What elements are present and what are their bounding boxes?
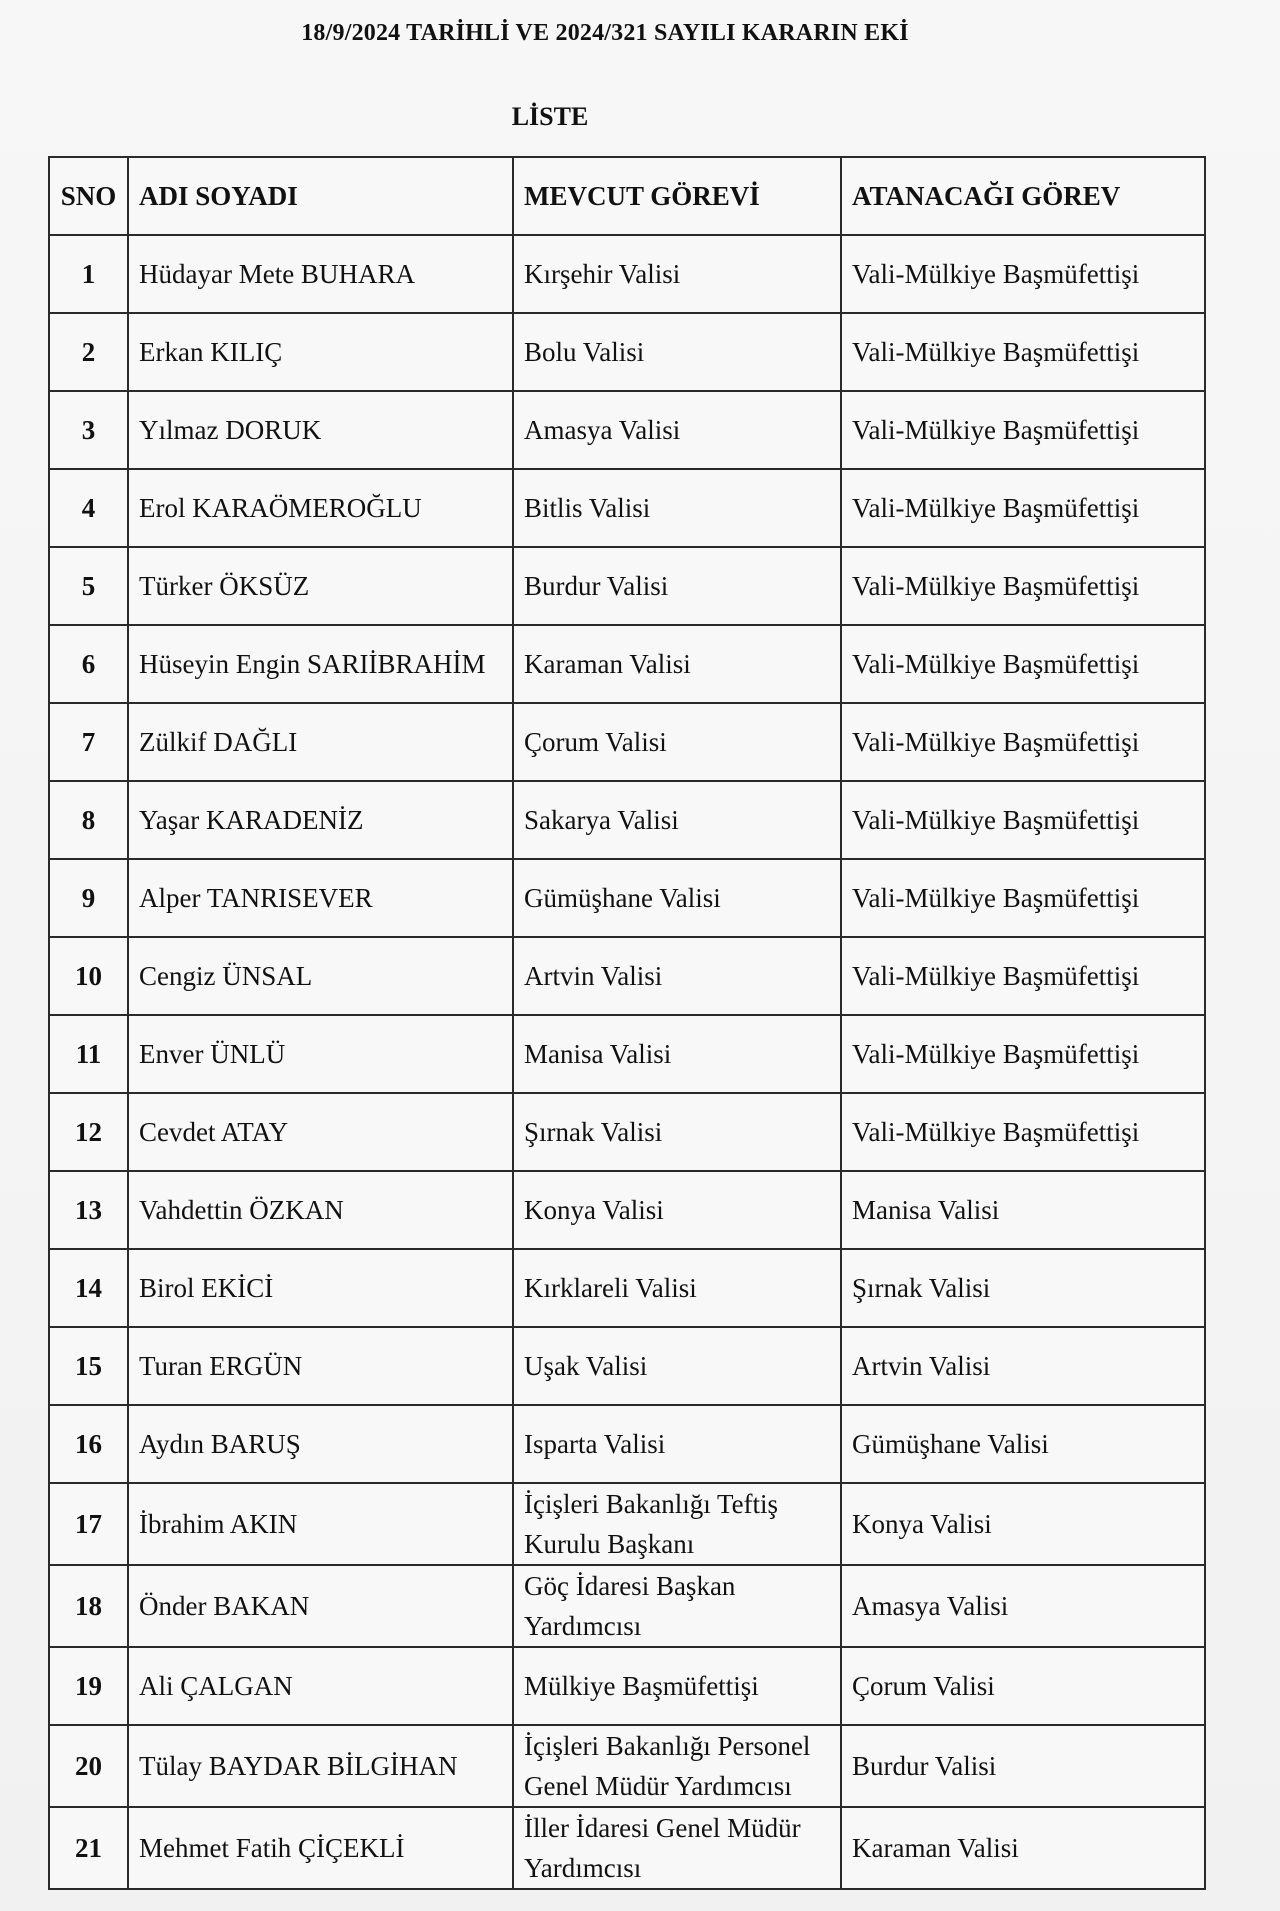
table-row xyxy=(49,547,1205,625)
row-name: Aydın BARUŞ xyxy=(128,1405,513,1483)
header-current-duty: MEVCUT GÖREVİ xyxy=(513,157,841,235)
row-sno: 8 xyxy=(49,781,128,859)
row-new-duty: Amasya Valisi xyxy=(841,1565,1205,1647)
table-row xyxy=(49,1249,1205,1327)
row-name: Tülay BAYDAR BİLGİHAN xyxy=(128,1725,513,1807)
row-new-duty: Vali-Mülkiye Başmüfettişi xyxy=(841,625,1205,703)
row-current-duty: Gümüşhane Valisi xyxy=(513,859,841,937)
row-name: Erol KARAÖMEROĞLU xyxy=(128,469,513,547)
table-row xyxy=(49,235,1205,313)
row-new-duty: Çorum Valisi xyxy=(841,1647,1205,1725)
row-current-duty: Isparta Valisi xyxy=(513,1405,841,1483)
table-header-row xyxy=(49,157,1205,235)
row-name: Birol EKİCİ xyxy=(128,1249,513,1327)
table-row xyxy=(49,391,1205,469)
appointment-table xyxy=(48,156,1206,1890)
row-sno: 6 xyxy=(49,625,128,703)
row-new-duty: Vali-Mülkiye Başmüfettişi xyxy=(841,391,1205,469)
row-current-duty: Bitlis Valisi xyxy=(513,469,841,547)
row-sno: 10 xyxy=(49,937,128,1015)
row-new-duty: Vali-Mülkiye Başmüfettişi xyxy=(841,235,1205,313)
row-sno: 17 xyxy=(49,1483,128,1565)
table-row xyxy=(49,781,1205,859)
row-new-duty: Vali-Mülkiye Başmüfettişi xyxy=(841,547,1205,625)
row-name: Vahdettin ÖZKAN xyxy=(128,1171,513,1249)
row-name: Erkan KILIÇ xyxy=(128,313,513,391)
row-sno: 20 xyxy=(49,1725,128,1807)
row-new-duty: Vali-Mülkiye Başmüfettişi xyxy=(841,937,1205,1015)
row-sno: 5 xyxy=(49,547,128,625)
row-sno: 19 xyxy=(49,1647,128,1725)
row-current-duty: Göç İdaresi Başkan Yardımcısı xyxy=(513,1565,841,1647)
row-new-duty: Vali-Mülkiye Başmüfettişi xyxy=(841,1015,1205,1093)
row-name: Türker ÖKSÜZ xyxy=(128,547,513,625)
row-name: Ali ÇALGAN xyxy=(128,1647,513,1725)
row-sno: 1 xyxy=(49,235,128,313)
table-row xyxy=(49,1725,1205,1807)
row-current-duty: Burdur Valisi xyxy=(513,547,841,625)
table-row xyxy=(49,313,1205,391)
row-current-duty: İller İdaresi Genel Müdür Yardımcısı xyxy=(513,1807,841,1889)
row-current-duty: Uşak Valisi xyxy=(513,1327,841,1405)
table-row xyxy=(49,937,1205,1015)
row-new-duty: Gümüşhane Valisi xyxy=(841,1405,1205,1483)
row-sno: 11 xyxy=(49,1015,128,1093)
row-sno: 9 xyxy=(49,859,128,937)
row-current-duty: Konya Valisi xyxy=(513,1171,841,1249)
header-sno: SNO xyxy=(49,157,128,235)
row-sno: 21 xyxy=(49,1807,128,1889)
row-current-duty: Artvin Valisi xyxy=(513,937,841,1015)
row-current-duty: Amasya Valisi xyxy=(513,391,841,469)
row-sno: 4 xyxy=(49,469,128,547)
row-sno: 2 xyxy=(49,313,128,391)
row-sno: 16 xyxy=(49,1405,128,1483)
table-row xyxy=(49,1807,1205,1889)
row-name: Yaşar KARADENİZ xyxy=(128,781,513,859)
row-sno: 13 xyxy=(49,1171,128,1249)
row-new-duty: Şırnak Valisi xyxy=(841,1249,1205,1327)
row-name: Hüseyin Engin SARIİBRAHİM xyxy=(128,625,513,703)
row-new-duty: Karaman Valisi xyxy=(841,1807,1205,1889)
table-row xyxy=(49,1015,1205,1093)
row-name: Önder BAKAN xyxy=(128,1565,513,1647)
row-sno: 15 xyxy=(49,1327,128,1405)
row-name: Turan ERGÜN xyxy=(128,1327,513,1405)
row-sno: 12 xyxy=(49,1093,128,1171)
row-new-duty: Vali-Mülkiye Başmüfettişi xyxy=(841,781,1205,859)
row-new-duty: Vali-Mülkiye Başmüfettişi xyxy=(841,1093,1205,1171)
row-sno: 3 xyxy=(49,391,128,469)
header-new-duty: ATANACAĞI GÖREV xyxy=(841,157,1205,235)
row-current-duty: Manisa Valisi xyxy=(513,1015,841,1093)
row-new-duty: Burdur Valisi xyxy=(841,1725,1205,1807)
table-row xyxy=(49,859,1205,937)
table-row xyxy=(49,625,1205,703)
table-row xyxy=(49,1565,1205,1647)
row-new-duty: Vali-Mülkiye Başmüfettişi xyxy=(841,703,1205,781)
document-subtitle: LİSTE xyxy=(511,102,589,131)
row-name: İbrahim AKIN xyxy=(128,1483,513,1565)
table-row xyxy=(49,1405,1205,1483)
row-current-duty: Karaman Valisi xyxy=(513,625,841,703)
row-name: Hüdayar Mete BUHARA xyxy=(128,235,513,313)
table-row xyxy=(49,1171,1205,1249)
row-current-duty: İçişleri Bakanlığı Teftiş Kurulu Başkanı xyxy=(513,1483,841,1565)
table-row xyxy=(49,703,1205,781)
row-new-duty: Manisa Valisi xyxy=(841,1171,1205,1249)
table-body xyxy=(49,235,1205,1889)
row-name: Mehmet Fatih ÇİÇEKLİ xyxy=(128,1807,513,1889)
row-new-duty: Vali-Mülkiye Başmüfettişi xyxy=(841,859,1205,937)
header-name: ADI SOYADI xyxy=(128,157,513,235)
row-new-duty: Vali-Mülkiye Başmüfettişi xyxy=(841,313,1205,391)
row-current-duty: Bolu Valisi xyxy=(513,313,841,391)
row-current-duty: Mülkiye Başmüfettişi xyxy=(513,1647,841,1725)
row-new-duty: Vali-Mülkiye Başmüfettişi xyxy=(841,469,1205,547)
table-row xyxy=(49,1093,1205,1171)
table-row xyxy=(49,1327,1205,1405)
table-row xyxy=(49,1647,1205,1725)
row-current-duty: İçişleri Bakanlığı Personel Genel Müdür Yardımcısı xyxy=(513,1725,841,1807)
table-row xyxy=(49,1483,1205,1565)
row-current-duty: Sakarya Valisi xyxy=(513,781,841,859)
row-name: Alper TANRISEVER xyxy=(128,859,513,937)
row-current-duty: Şırnak Valisi xyxy=(513,1093,841,1171)
row-sno: 14 xyxy=(49,1249,128,1327)
row-new-duty: Artvin Valisi xyxy=(841,1327,1205,1405)
row-current-duty: Çorum Valisi xyxy=(513,703,841,781)
row-name: Cevdet ATAY xyxy=(128,1093,513,1171)
row-name: Cengiz ÜNSAL xyxy=(128,937,513,1015)
row-current-duty: Kırşehir Valisi xyxy=(513,235,841,313)
row-sno: 18 xyxy=(49,1565,128,1647)
row-new-duty: Konya Valisi xyxy=(841,1483,1205,1565)
row-name: Zülkif DAĞLI xyxy=(128,703,513,781)
row-current-duty: Kırklareli Valisi xyxy=(513,1249,841,1327)
row-name: Enver ÜNLÜ xyxy=(128,1015,513,1093)
table-row xyxy=(49,469,1205,547)
row-sno: 7 xyxy=(49,703,128,781)
document-title: 18/9/2024 TARİHLİ VE 2024/321 SAYILI KARARIN EKİ xyxy=(301,20,909,46)
row-name: Yılmaz DORUK xyxy=(128,391,513,469)
